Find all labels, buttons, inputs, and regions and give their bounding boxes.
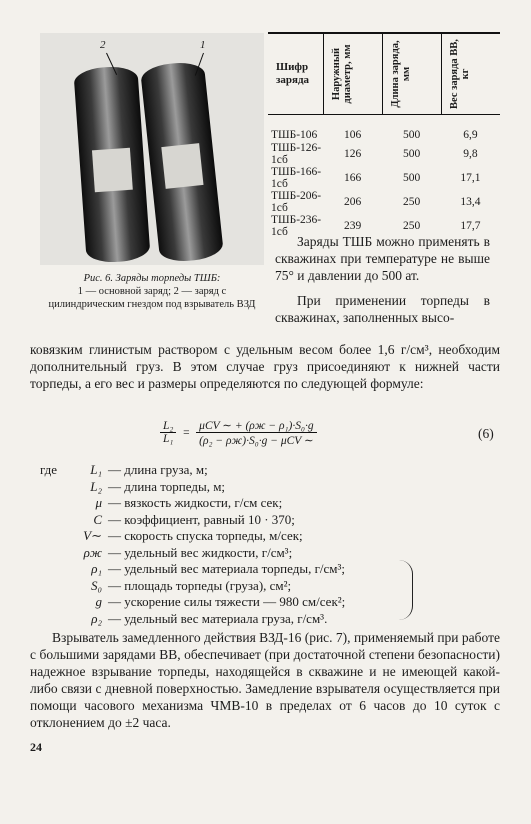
table-row: ТШБ-126-1сб 126 500 9,8 — [271, 142, 478, 166]
definition-item: V∼ — скорость спуска торпеды, м/сек; — [83, 528, 303, 543]
caption-text: 1 — основной заряд; 2 — заряд с цилиндрическим гнездом под взрыватель ВЗД — [48, 286, 256, 310]
callout-1: 1 — [200, 39, 206, 51]
charge-1-cylinder — [140, 60, 224, 264]
definition-item: S₀ — площадь торпеды (груза), см²; — [90, 577, 292, 593]
figure-caption — [40, 272, 264, 311]
paragraph-viscous-start: При применении торпеды в скважинах, заполненных высо- — [275, 293, 490, 325]
definition-item: g — ускорение силы тяжести — 980 см/сек²; — [95, 594, 346, 609]
definition-item: где L₁ — длина груза, м; — [40, 462, 208, 477]
figure-photo — [40, 33, 264, 265]
formula-number: (6) — [478, 426, 494, 441]
paragraph-conditions: Заряды ТШБ можно применять в скважинах при температуре не выше 75° и давлении до 500 ат. — [275, 234, 490, 283]
handwritten-brace-mark — [392, 560, 413, 620]
definition-item: μ — вязкость жидкости, г/см сек; — [95, 495, 283, 510]
table-row: ТШБ-106 106 500 6,9 — [271, 128, 478, 141]
charge-2-cylinder — [73, 65, 150, 264]
formula-6: $\frac{\text{L₂}}{\text{L₁}}$ = $\frac{\text{μCV ∼ + (ρж − ρ₁)·S₀·g}}{\text{(ρ₂ − ρж)·S₀·g − μCV ∼}}$ — [160, 418, 370, 447]
header-weight: Вес заряда ВВ, кг — [441, 33, 500, 115]
definitions-list — [40, 462, 345, 627]
table-row: ТШБ-166-1сб 166 500 17,1 — [271, 166, 481, 190]
table-row: ТШБ-236-1сб 239 250 17,7 — [271, 214, 481, 238]
definition-item: ρж — удельный вес жидкости, г/см³; — [83, 544, 293, 560]
definition-item: C — коэффициент, равный 10 · 370; — [93, 511, 295, 527]
where-label: где — [40, 462, 58, 477]
definition-item: ρ₁ — удельный вес материала торпеды, г/см³; — [91, 561, 346, 576]
header-diameter: Наружный диаметр, мм — [323, 33, 382, 115]
definition-item: ρ₂ — удельный вес материала груза, г/см³. — [91, 610, 328, 626]
callout-2: 2 — [100, 39, 106, 51]
paragraph-vzd16: Взрыватель замедленного действия ВЗД-16 (рис. 7), применяемый при работе с большими зарядами ВВ, обеспечивает (при достаточной степени безопасности) надежное взрывание торпеды, находящейся в скважине и не имеющей какой-либо связи с дневной поверхностью. Замедление взрывателя осуществляется при помощи часового механизма ЧМВ-10 в пределах от 6 часов до 10 суток с отклонением до ±2 часа. — [30, 630, 500, 730]
page-number: 24 — [30, 740, 42, 754]
formula-lhs-denominator: L₁ — [160, 432, 176, 445]
caption-title: Рис. 6. Заряды торпеды ТШБ: — [83, 273, 221, 284]
table-row: ТШБ-206-1сб 206 250 13,4 — [271, 190, 481, 214]
charges-table — [268, 32, 500, 238]
formula-rhs-denominator: (ρ₂ − ρж)·S₀·g − μCV ∼ — [196, 432, 316, 447]
formula-lhs-numerator: L₂ — [163, 420, 174, 432]
header-cipher: Шифр заряда — [268, 33, 323, 115]
definition-item: L₂ — длина торпеды, м; — [90, 478, 226, 494]
header-length: Длина заряда, мм — [382, 33, 441, 115]
paragraph-viscous-cont: ковязким глинистым раствором с удельным весом более 1,6 г/см³, необходим дополнительный груз. В этом случае груз присоединяют к нижней части торпеды, а его вес и размеры определяются по следующей формуле: — [30, 342, 500, 391]
formula-rhs-numerator: μCV ∼ + (ρж − ρ₁)·S₀·g — [199, 420, 314, 432]
